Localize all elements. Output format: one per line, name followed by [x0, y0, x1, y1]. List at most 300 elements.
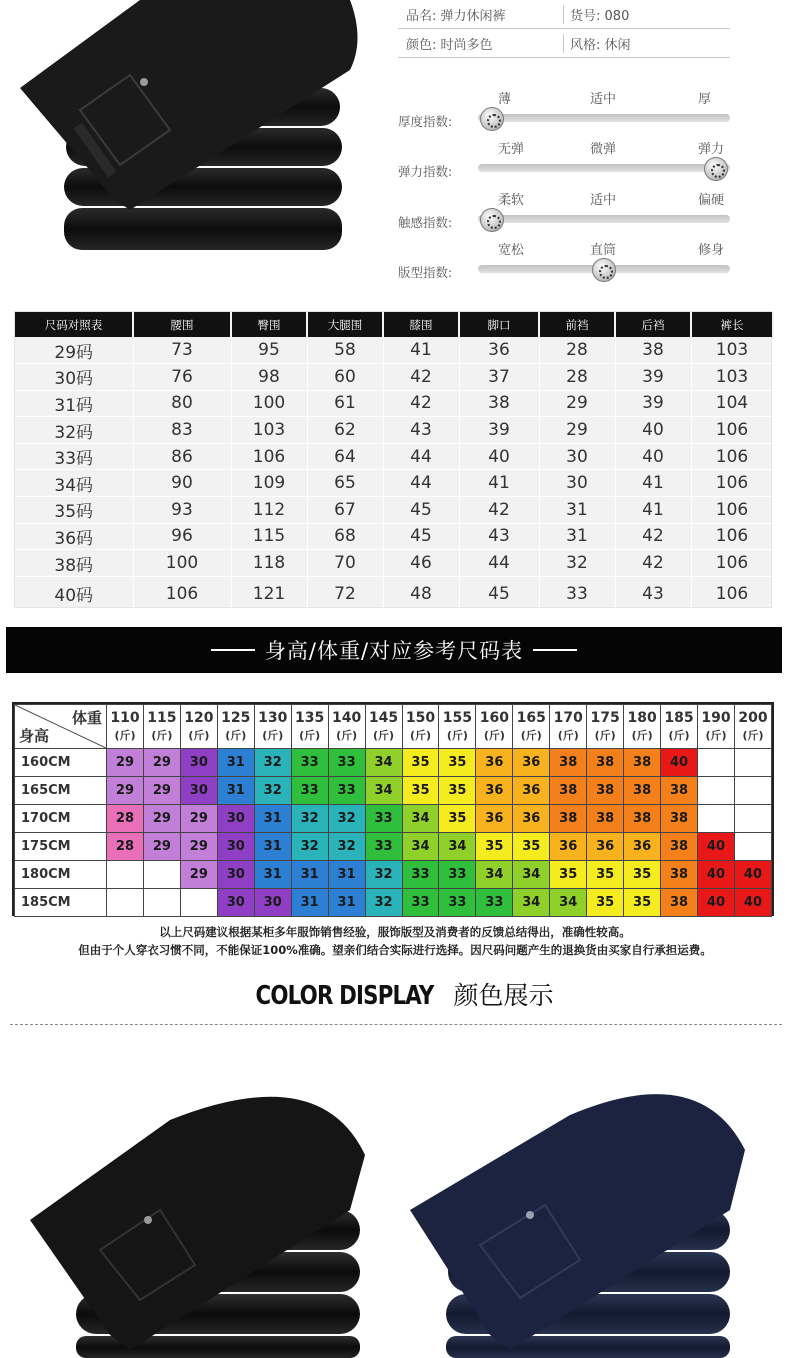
- product-style: [563, 34, 728, 53]
- table-cell: 36: [459, 337, 539, 364]
- index-track: [478, 164, 730, 172]
- index-slider: [398, 88, 738, 128]
- table-cell: 36码: [15, 523, 133, 550]
- size-cell: 29: [143, 833, 180, 861]
- size-cell: 36: [624, 833, 661, 861]
- code-value: 080: [604, 8, 630, 24]
- size-chart-header: 尺码对照表: [15, 312, 133, 337]
- size-cell: [180, 889, 217, 917]
- table-row: [15, 337, 773, 364]
- size-cell: 33: [439, 861, 476, 889]
- table-row: [15, 390, 773, 417]
- product-color: [398, 34, 563, 53]
- table-cell: 106: [691, 497, 773, 524]
- weight-value: 145: [368, 710, 399, 726]
- weight-header: [587, 705, 624, 749]
- weight-unit: (斤): [409, 729, 431, 742]
- table-cell: 86: [133, 443, 231, 470]
- weight-header: [291, 705, 328, 749]
- index-label-high: 弹力: [698, 142, 725, 157]
- size-cell: 38: [587, 749, 624, 777]
- size-cell: 32: [365, 861, 402, 889]
- size-cell: 31: [254, 805, 291, 833]
- table-cell: 106: [231, 443, 307, 470]
- size-cell: 30: [180, 777, 217, 805]
- table-cell: 40码: [15, 576, 133, 611]
- banner-line-left: [211, 649, 255, 651]
- table-cell: 43: [615, 576, 691, 611]
- weight-unit: (斤): [151, 729, 173, 742]
- size-cell: 29: [180, 805, 217, 833]
- table-cell: 93: [133, 497, 231, 524]
- size-cell: 38: [550, 805, 587, 833]
- size-chart-header: 臀围: [231, 312, 307, 337]
- size-cell: 33: [291, 777, 328, 805]
- index-scale-labels: [398, 189, 738, 207]
- style-label: 风格:: [570, 37, 601, 53]
- height-label: 165CM: [15, 777, 107, 805]
- height-weight-table: [14, 704, 772, 917]
- index-track: [478, 114, 730, 122]
- size-cell: 34: [402, 805, 439, 833]
- size-cell: 34: [513, 889, 550, 917]
- info-row: [398, 0, 730, 29]
- size-reference-banner: [6, 627, 782, 673]
- size-chart-header: 前裆: [539, 312, 615, 337]
- size-cell: 33: [365, 805, 402, 833]
- table-cell: 44: [383, 470, 459, 497]
- table-cell: 41: [459, 470, 539, 497]
- size-cell: 31: [254, 861, 291, 889]
- table-row: [15, 443, 773, 470]
- weight-header: [180, 705, 217, 749]
- black-pants-photo: [20, 0, 380, 250]
- table-cell: 30: [539, 470, 615, 497]
- table-cell: 41: [383, 337, 459, 364]
- table-row: [15, 576, 773, 611]
- table-cell: 48: [383, 576, 459, 611]
- table-cell: 34码: [15, 470, 133, 497]
- table-cell: 38码: [15, 550, 133, 577]
- table-cell: 43: [383, 417, 459, 444]
- table-cell: 61: [307, 390, 383, 417]
- size-cell: 32: [328, 833, 365, 861]
- size-cell: 33: [476, 889, 513, 917]
- weight-unit: (斤): [483, 729, 505, 742]
- size-chart-header: 腰围: [133, 312, 231, 337]
- table-cell: 106: [691, 470, 773, 497]
- table-cell: 106: [691, 576, 773, 611]
- size-cell: 36: [513, 749, 550, 777]
- black-pants-swatch: [20, 1060, 380, 1358]
- size-cell: 38: [661, 861, 698, 889]
- table-cell: 68: [307, 523, 383, 550]
- weight-unit: (斤): [114, 729, 136, 742]
- table-cell: 103: [691, 364, 773, 391]
- size-cell: 40: [698, 861, 735, 889]
- size-cell: 40: [734, 861, 771, 889]
- size-cell: 32: [254, 749, 291, 777]
- size-cell: [698, 749, 735, 777]
- index-name: 版型指数:: [398, 265, 453, 280]
- table-cell: 28: [539, 364, 615, 391]
- size-cell: 33: [328, 777, 365, 805]
- size-cell: 31: [291, 861, 328, 889]
- size-cell: 32: [291, 833, 328, 861]
- weight-value: 115: [147, 710, 177, 726]
- index-label-high: 偏硬: [698, 193, 725, 208]
- size-cell: 31: [291, 889, 328, 917]
- size-cell: 35: [550, 861, 587, 889]
- weight-unit: (斤): [188, 729, 210, 742]
- table-cell: 39: [615, 364, 691, 391]
- color-display-en: COLOR DISPLAY: [255, 981, 434, 1011]
- table-row: [15, 749, 772, 777]
- table-cell: 100: [133, 550, 231, 577]
- index-label-low: 柔软: [498, 193, 525, 208]
- index-slider: [398, 239, 738, 279]
- height-label: 160CM: [15, 749, 107, 777]
- weight-header: [698, 705, 735, 749]
- name-value: 弹力休闲裤: [440, 8, 506, 24]
- color-display-title: [0, 976, 790, 1012]
- table-cell: 33: [539, 576, 615, 611]
- size-cell: 36: [513, 805, 550, 833]
- size-cell: 35: [624, 889, 661, 917]
- size-cell: 30: [217, 861, 254, 889]
- table-cell: 98: [231, 364, 307, 391]
- table-cell: 42: [383, 364, 459, 391]
- dashed-divider: [10, 1024, 782, 1025]
- weight-unit: (斤): [557, 729, 579, 742]
- size-cell: [734, 833, 771, 861]
- size-cell: 35: [439, 749, 476, 777]
- table-cell: 40: [459, 443, 539, 470]
- size-cell: 38: [661, 889, 698, 917]
- banner-title: 身高/体重/对应参考尺码表: [264, 639, 524, 663]
- table-row: [15, 833, 772, 861]
- table-cell: 44: [383, 443, 459, 470]
- table-cell: 42: [615, 523, 691, 550]
- size-cell: 28: [107, 833, 144, 861]
- size-cell: 35: [513, 833, 550, 861]
- size-cell: 38: [587, 777, 624, 805]
- size-cell: 30: [180, 749, 217, 777]
- weight-value: 180: [627, 710, 657, 726]
- weight-header: [254, 705, 291, 749]
- size-cell: 29: [180, 861, 217, 889]
- size-cell: 40: [698, 833, 735, 861]
- weight-header: [365, 705, 402, 749]
- size-cell: 29: [143, 777, 180, 805]
- size-cell: 34: [476, 861, 513, 889]
- size-cell: 38: [624, 777, 661, 805]
- size-cell: [698, 777, 735, 805]
- size-cell: 35: [402, 749, 439, 777]
- weight-unit: (斤): [705, 729, 727, 742]
- table-cell: 95: [231, 337, 307, 364]
- table-cell: 80: [133, 390, 231, 417]
- table-cell: 41: [615, 497, 691, 524]
- table-cell: 67: [307, 497, 383, 524]
- table-row: [15, 497, 773, 524]
- table-row: [15, 470, 773, 497]
- index-scale-labels: [398, 88, 738, 106]
- weight-value: 165: [516, 710, 546, 726]
- weight-value: 160: [479, 710, 509, 726]
- table-cell: 76: [133, 364, 231, 391]
- size-cell: 31: [328, 861, 365, 889]
- size-chart: [14, 311, 772, 608]
- size-cell: 30: [217, 889, 254, 917]
- size-cell: 40: [734, 889, 771, 917]
- index-label-low: 无弹: [498, 142, 525, 157]
- size-cell: 36: [476, 777, 513, 805]
- table-row: [15, 861, 772, 889]
- table-cell: 106: [691, 417, 773, 444]
- size-cell: 35: [476, 833, 513, 861]
- banner-line-right: [533, 649, 577, 651]
- size-cell: 29: [180, 833, 217, 861]
- weight-unit: (斤): [520, 729, 542, 742]
- table-row: [15, 550, 773, 577]
- size-cell: [698, 805, 735, 833]
- size-cell: 38: [661, 833, 698, 861]
- size-cell: [143, 889, 180, 917]
- size-cell: 38: [661, 805, 698, 833]
- table-cell: 118: [231, 550, 307, 577]
- size-cell: 40: [661, 749, 698, 777]
- table-row: [15, 364, 773, 391]
- table-cell: 106: [691, 443, 773, 470]
- weight-value: 200: [738, 710, 768, 726]
- size-cell: [143, 861, 180, 889]
- size-cell: 36: [476, 805, 513, 833]
- button-knob-icon: [480, 208, 504, 232]
- weight-value: 135: [295, 710, 325, 726]
- weight-value: 155: [442, 710, 473, 726]
- index-slider: [398, 189, 738, 229]
- table-cell: 58: [307, 337, 383, 364]
- weight-unit: (斤): [262, 729, 284, 742]
- size-cell: 35: [439, 805, 476, 833]
- table-cell: 29: [539, 417, 615, 444]
- size-cell: 35: [402, 777, 439, 805]
- table-cell: 33码: [15, 443, 133, 470]
- size-cell: 35: [587, 861, 624, 889]
- size-cell: [107, 861, 144, 889]
- size-cell: 34: [439, 833, 476, 861]
- table-cell: 31码: [15, 390, 133, 417]
- height-label: 180CM: [15, 861, 107, 889]
- size-chart-header: 大腿围: [307, 312, 383, 337]
- table-cell: 103: [691, 337, 773, 364]
- weight-header: [734, 705, 771, 749]
- size-cell: 29: [107, 777, 144, 805]
- index-name: 弹力指数:: [398, 164, 453, 179]
- table-cell: 115: [231, 523, 307, 550]
- index-label-mid: 直筒: [590, 243, 617, 258]
- weight-header: [513, 705, 550, 749]
- size-cell: 38: [587, 805, 624, 833]
- table-cell: 46: [383, 550, 459, 577]
- size-cell: 36: [513, 777, 550, 805]
- table-cell: 32码: [15, 417, 133, 444]
- info-row: [398, 29, 730, 58]
- weight-header: [550, 705, 587, 749]
- product-header: [0, 0, 790, 300]
- size-cell: 31: [254, 833, 291, 861]
- table-cell: 41: [615, 470, 691, 497]
- size-cell: 36: [476, 749, 513, 777]
- size-cell: 36: [550, 833, 587, 861]
- table-cell: 45: [383, 523, 459, 550]
- style-value: 休闲: [604, 37, 631, 53]
- table-cell: 72: [307, 576, 383, 611]
- size-cell: 35: [624, 861, 661, 889]
- table-cell: 31: [539, 497, 615, 524]
- table-cell: 100: [231, 390, 307, 417]
- table-cell: 31: [539, 523, 615, 550]
- size-cell: 32: [291, 805, 328, 833]
- table-cell: 39: [459, 417, 539, 444]
- weight-value: 150: [405, 710, 436, 726]
- weight-value: 120: [184, 710, 214, 726]
- size-cell: 34: [365, 749, 402, 777]
- chart-corner: [15, 705, 107, 749]
- size-cell: 38: [550, 777, 587, 805]
- height-label: 170CM: [15, 805, 107, 833]
- index-label-low: 薄: [498, 92, 512, 107]
- size-chart-table: [15, 312, 774, 612]
- weight-unit: (斤): [446, 729, 468, 742]
- weight-value: 130: [258, 710, 288, 726]
- size-cell: [734, 749, 771, 777]
- table-cell: 73: [133, 337, 231, 364]
- table-cell: 44: [459, 550, 539, 577]
- height-axis-label: 身高: [19, 727, 50, 745]
- weight-unit: (斤): [631, 729, 653, 742]
- table-row: [15, 417, 773, 444]
- size-cell: 33: [365, 833, 402, 861]
- table-cell: 109: [231, 470, 307, 497]
- weight-unit: (斤): [299, 729, 321, 742]
- size-chart-header: 后裆: [615, 312, 691, 337]
- size-cell: 33: [439, 889, 476, 917]
- note-line-1: 以上尺码建议根据某柜多年服饰销售经验，服饰版型及消费者的反馈总结得出，准确性较高。: [159, 925, 631, 939]
- table-row: [15, 805, 772, 833]
- table-row: [15, 523, 773, 550]
- size-cell: 34: [365, 777, 402, 805]
- size-cell: 38: [661, 777, 698, 805]
- size-cell: 38: [624, 805, 661, 833]
- size-cell: 32: [254, 777, 291, 805]
- size-cell: 33: [402, 889, 439, 917]
- table-cell: 103: [231, 417, 307, 444]
- table-cell: 60: [307, 364, 383, 391]
- button-knob-icon: [704, 157, 728, 181]
- button-knob-icon: [480, 107, 504, 131]
- product-info-table: [398, 0, 730, 58]
- table-cell: 64: [307, 443, 383, 470]
- product-code: [563, 5, 728, 24]
- table-cell: 83: [133, 417, 231, 444]
- index-label-mid: 适中: [590, 193, 617, 208]
- table-cell: 65: [307, 470, 383, 497]
- table-cell: 104: [691, 390, 773, 417]
- index-label-mid: 适中: [590, 92, 617, 107]
- table-cell: 42: [615, 550, 691, 577]
- table-cell: 38: [459, 390, 539, 417]
- size-cell: 31: [328, 889, 365, 917]
- size-cell: 33: [328, 749, 365, 777]
- table-cell: 96: [133, 523, 231, 550]
- size-cell: 31: [217, 749, 254, 777]
- size-cell: 33: [402, 861, 439, 889]
- index-scale-labels: [398, 239, 738, 257]
- index-name: 厚度指数:: [398, 114, 453, 129]
- size-cell: 38: [624, 749, 661, 777]
- size-cell: 31: [217, 777, 254, 805]
- table-cell: 121: [231, 576, 307, 611]
- height-label: 185CM: [15, 889, 107, 917]
- table-cell: 29码: [15, 337, 133, 364]
- size-cell: 33: [291, 749, 328, 777]
- table-cell: 106: [691, 523, 773, 550]
- size-cell: 40: [698, 889, 735, 917]
- weight-header: [402, 705, 439, 749]
- size-cell: 29: [143, 749, 180, 777]
- table-cell: 39: [615, 390, 691, 417]
- weight-value: 185: [664, 710, 694, 726]
- weight-value: 110: [110, 710, 140, 726]
- color-label: 颜色:: [406, 37, 437, 53]
- weight-value: 190: [701, 710, 731, 726]
- height-label: 175CM: [15, 833, 107, 861]
- weight-unit: (斤): [742, 729, 764, 742]
- size-cell: 30: [254, 889, 291, 917]
- weight-header: [476, 705, 513, 749]
- size-cell: 35: [587, 889, 624, 917]
- size-chart-header: 脚口: [459, 312, 539, 337]
- weight-unit: (斤): [594, 729, 616, 742]
- index-name: 触感指数:: [398, 215, 453, 230]
- navy-pants-swatch: [410, 1060, 770, 1358]
- size-cell: 30: [217, 805, 254, 833]
- index-track: [478, 215, 730, 223]
- table-cell: 43: [459, 523, 539, 550]
- weight-header: [143, 705, 180, 749]
- size-cell: 36: [587, 833, 624, 861]
- size-cell: 30: [217, 833, 254, 861]
- weight-header: [217, 705, 254, 749]
- table-cell: 28: [539, 337, 615, 364]
- table-cell: 45: [383, 497, 459, 524]
- table-cell: 70: [307, 550, 383, 577]
- size-cell: 29: [107, 749, 144, 777]
- table-cell: 32: [539, 550, 615, 577]
- index-label-mid: 微弹: [590, 142, 617, 157]
- index-scale-labels: [398, 138, 738, 156]
- table-row: [15, 889, 772, 917]
- index-label-high: 修身: [698, 243, 725, 258]
- weight-unit: (斤): [336, 729, 358, 742]
- weight-value: 175: [590, 710, 620, 726]
- name-label: 品名:: [406, 8, 437, 24]
- size-cell: 28: [107, 805, 144, 833]
- product-name: [398, 5, 563, 24]
- code-label: 货号:: [570, 8, 601, 24]
